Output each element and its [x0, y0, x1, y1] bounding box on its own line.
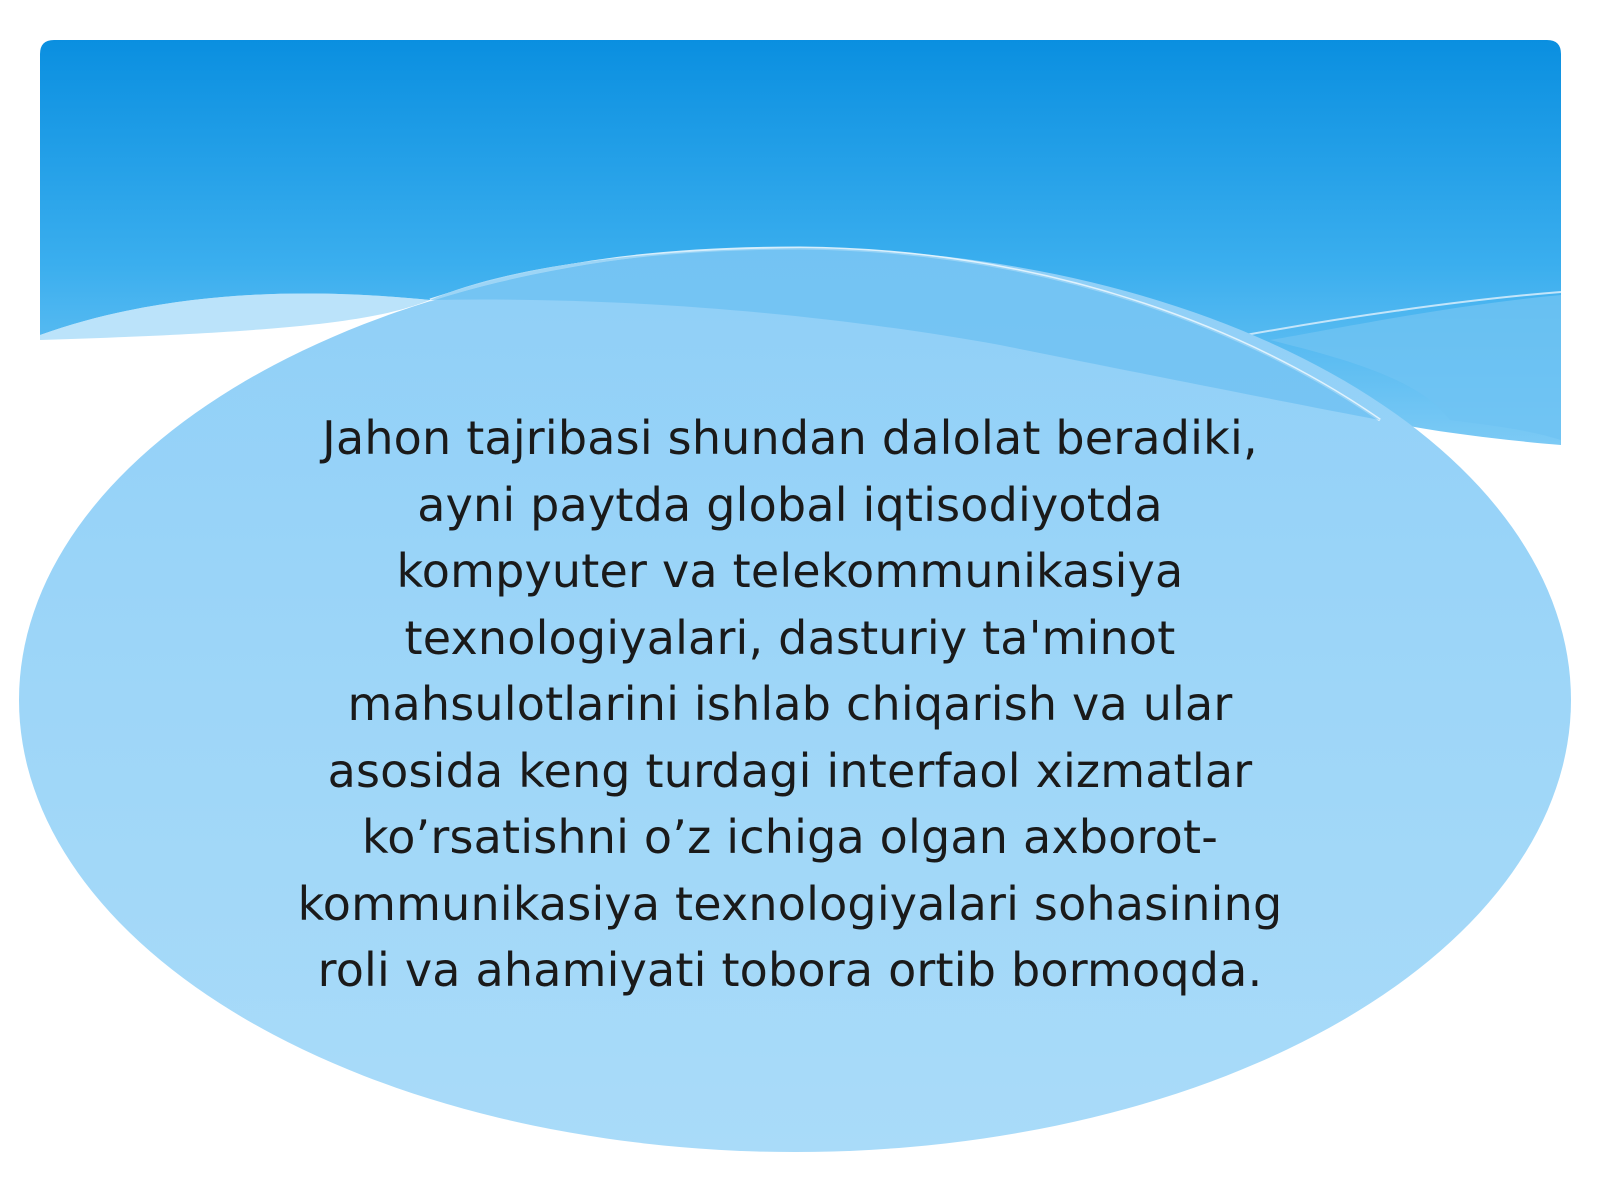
body-line: mahsulotlarini ishlab chiqarish va ular — [347, 677, 1233, 731]
body-line: ko’rsatishni o’z ichiga olgan axborot- — [362, 810, 1218, 864]
body-line: roli va ahamiyati tobora ortib bormoqda. — [317, 943, 1263, 997]
body-line: kommunikasiya texnologiyalari sohasining — [297, 876, 1283, 931]
body-line: asosida keng turdagi interfaol xizmatlar — [327, 743, 1253, 798]
body-line: kompyuter va telekommunikasiya — [396, 544, 1184, 598]
body-line: Jahon tajribasi shundan dalolat beradiki, — [322, 411, 1258, 465]
body-line: texnologiyalari, dasturiy ta'minot — [404, 610, 1176, 665]
body-paragraph — [250, 405, 1330, 1004]
body-line: ayni paytda global iqtisodiyotda — [417, 477, 1163, 532]
